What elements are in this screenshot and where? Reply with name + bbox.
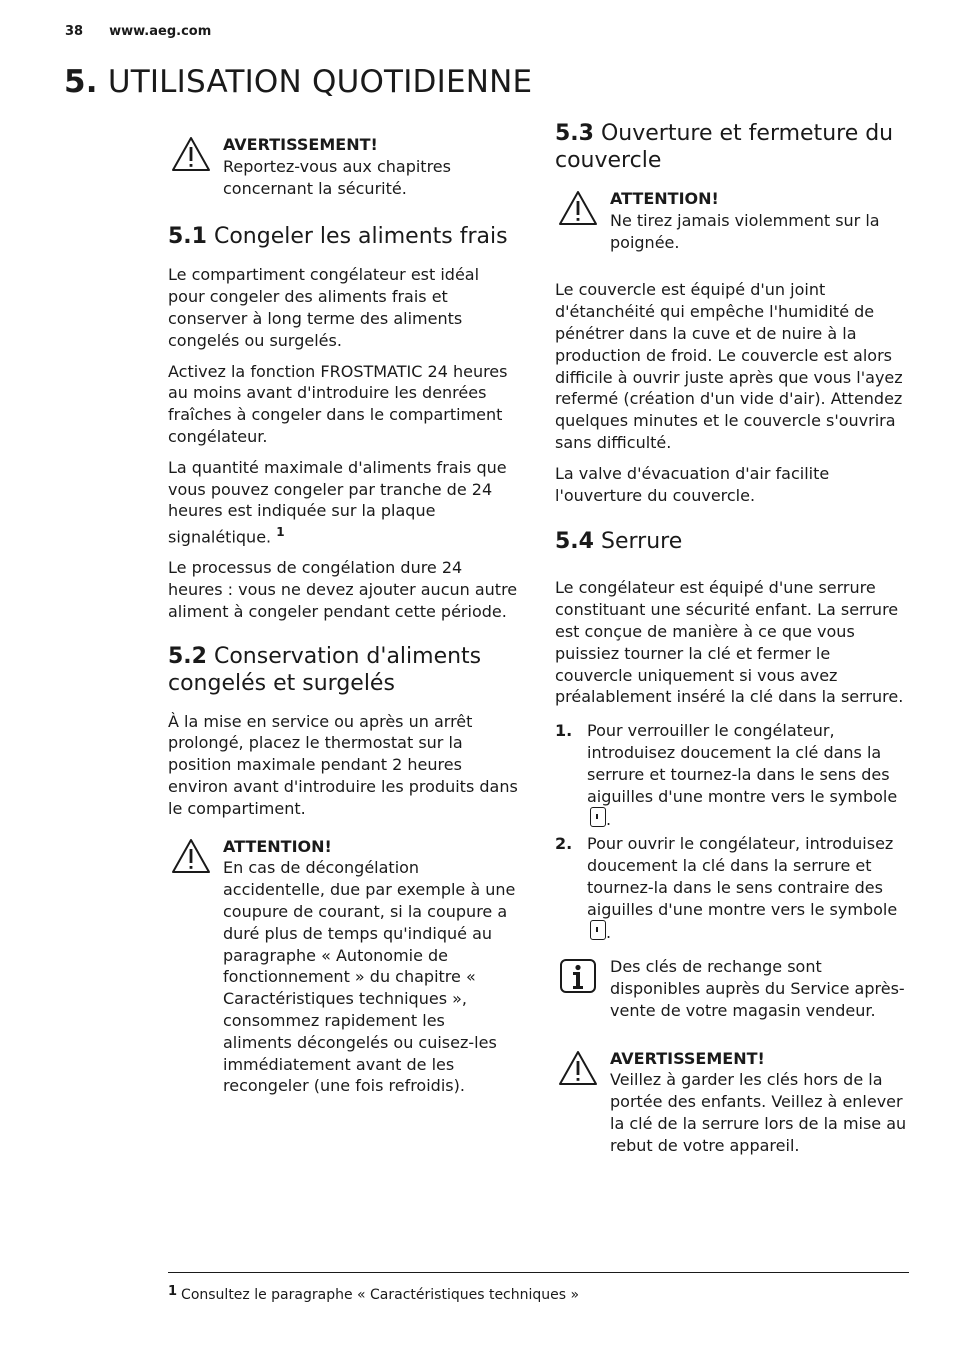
info-body: Des clés de rechange sont disponibles auprès du Service après-vente de votre magasin vendeur. [610,957,905,1020]
section-5-1-paragraph: Le compartiment congélateur est idéal pour congeler des aliments frais et conserver à long terme des aliments congelés ou surgelés. [168,265,480,350]
list-item: 1. Pour verrouiller le congélateur, introduisez doucement la clé dans la serrure et tournez-la dans le sens des aiguilles d'une montre vers le symbole . [555,721,898,830]
warning-title: AVERTISSEMENT! [610,1048,765,1068]
right-column [555,120,910,1176]
section-5-3-heading: 5.3 Ouverture et fermeture du couvercle [555,121,894,173]
footnote [168,1284,579,1303]
warning-body: Veillez à garder les clés hors de la portée des enfants. Veillez à enlever la clé de la serrure lors de la mise au rebut de votre appareil. [610,1070,907,1155]
footnote-number: 1 [168,1284,178,1299]
section-5-1-heading: 5.1 Congeler les aliments frais [168,224,508,250]
section-5-3-paragraph: Le couvercle est équipé d'un joint d'étanchéité qui empêche l'humidité de pénétrer dans la cuve et de nuire à la production de froid. Le couvercle est alors difficile à ouvrir juste après que vous l'ayez refermé (création d'un vide d'air). Attendez quelques minutes et le couvercle s'ouvrira sans difficulté. [555,280,903,452]
footnote-ref[interactable]: 1 [276,525,285,540]
chapter-number: 5. [64,64,98,100]
attention-note [555,188,910,253]
warning-triangle-icon [558,190,598,226]
header-url[interactable]: www.aeg.com [109,24,212,39]
warning-triangle-icon [558,1050,598,1086]
attention-body: En cas de décongélation accidentelle, due par exemple à une coupure de courant, si la coupure a duré plus de temps qu'indiqué au paragraphe « Autonomie de fonctionnement » du chapitre « Caractéristiques techniques », consommez rapidement les aliments décongelés ou cuisez-les immédiatement avant de les recongeler (une fois refroidis). [223,858,516,1096]
steps-list [555,720,910,944]
attention-title: ATTENTION! [610,189,719,208]
section-5-3-paragraph: La valve d'évacuation d'air facilite l'ouverture du couvercle. [555,463,830,505]
warning-note [555,1048,910,1157]
page-number: 38 [65,24,84,39]
left-column [168,134,518,1117]
footnote-divider [168,1272,909,1273]
section-5-2-paragraph: À la mise en service ou après un arrêt prolongé, placez le thermostat sur la position maximale pendant 2 heures environ avant d'introduire les produits dans le compartiment. [168,711,518,818]
section-5-2-heading: 5.2 Conservation d'aliments congelés et surgelés [168,643,482,696]
warning-note [168,134,518,199]
warning-triangle-icon [171,838,211,874]
section-5-4-heading: 5.4 Serrure [555,529,683,555]
attention-title: ATTENTION! [223,836,332,856]
section-5-1-paragraph: Le processus de congélation dure 24 heures : vous ne devez ajouter aucun autre aliment à congeler pendant cette période. [168,558,518,621]
section-5-4-paragraph: Le congélateur est équipé d'une serrure constituant une sécurité enfant. La serrure est conçue de manière à ce que vous puissiez tourner la clé et fermer le couvercle uniquement si vous avez préalablement inséré la clé dans la serrure. [555,578,904,707]
lock-closed-icon [590,807,606,827]
section-5-1-paragraph: Activez la fonction FROSTMATIC 24 heures au moins avant d'introduire les denrées fraîches à congeler dans le compartiment congélateur. [168,361,508,446]
lock-open-icon [590,920,606,940]
attention-note [168,836,518,1098]
section-5-1-paragraph: La quantité maximale d'aliments frais que vous pouvez congeler par tranche de 24 heures est indiquée sur la plaque signalétique. $^1$ [168,457,507,547]
attention-body: Ne tirez jamais violemment sur la poignée. [610,210,880,252]
page-header [65,24,211,39]
info-note [555,956,910,1021]
chapter-title [64,64,532,100]
warning-title: AVERTISSEMENT! [223,135,378,154]
warning-triangle-icon [171,136,211,172]
warning-body: Reportez-vous aux chapitres concernant la sécurité. [223,156,451,198]
footnote-text: Consultez le paragraphe « Caractéristiques techniques » [181,1287,580,1303]
list-item: 2. Pour ouvrir le congélateur, introduisez doucement la clé dans la serrure et tournez-la dans le sens contraire des aiguilles d'une montre vers le symbole . [555,834,898,943]
chapter-title-text: UTILISATION QUOTIDIENNE [107,64,533,100]
info-icon [558,958,598,994]
